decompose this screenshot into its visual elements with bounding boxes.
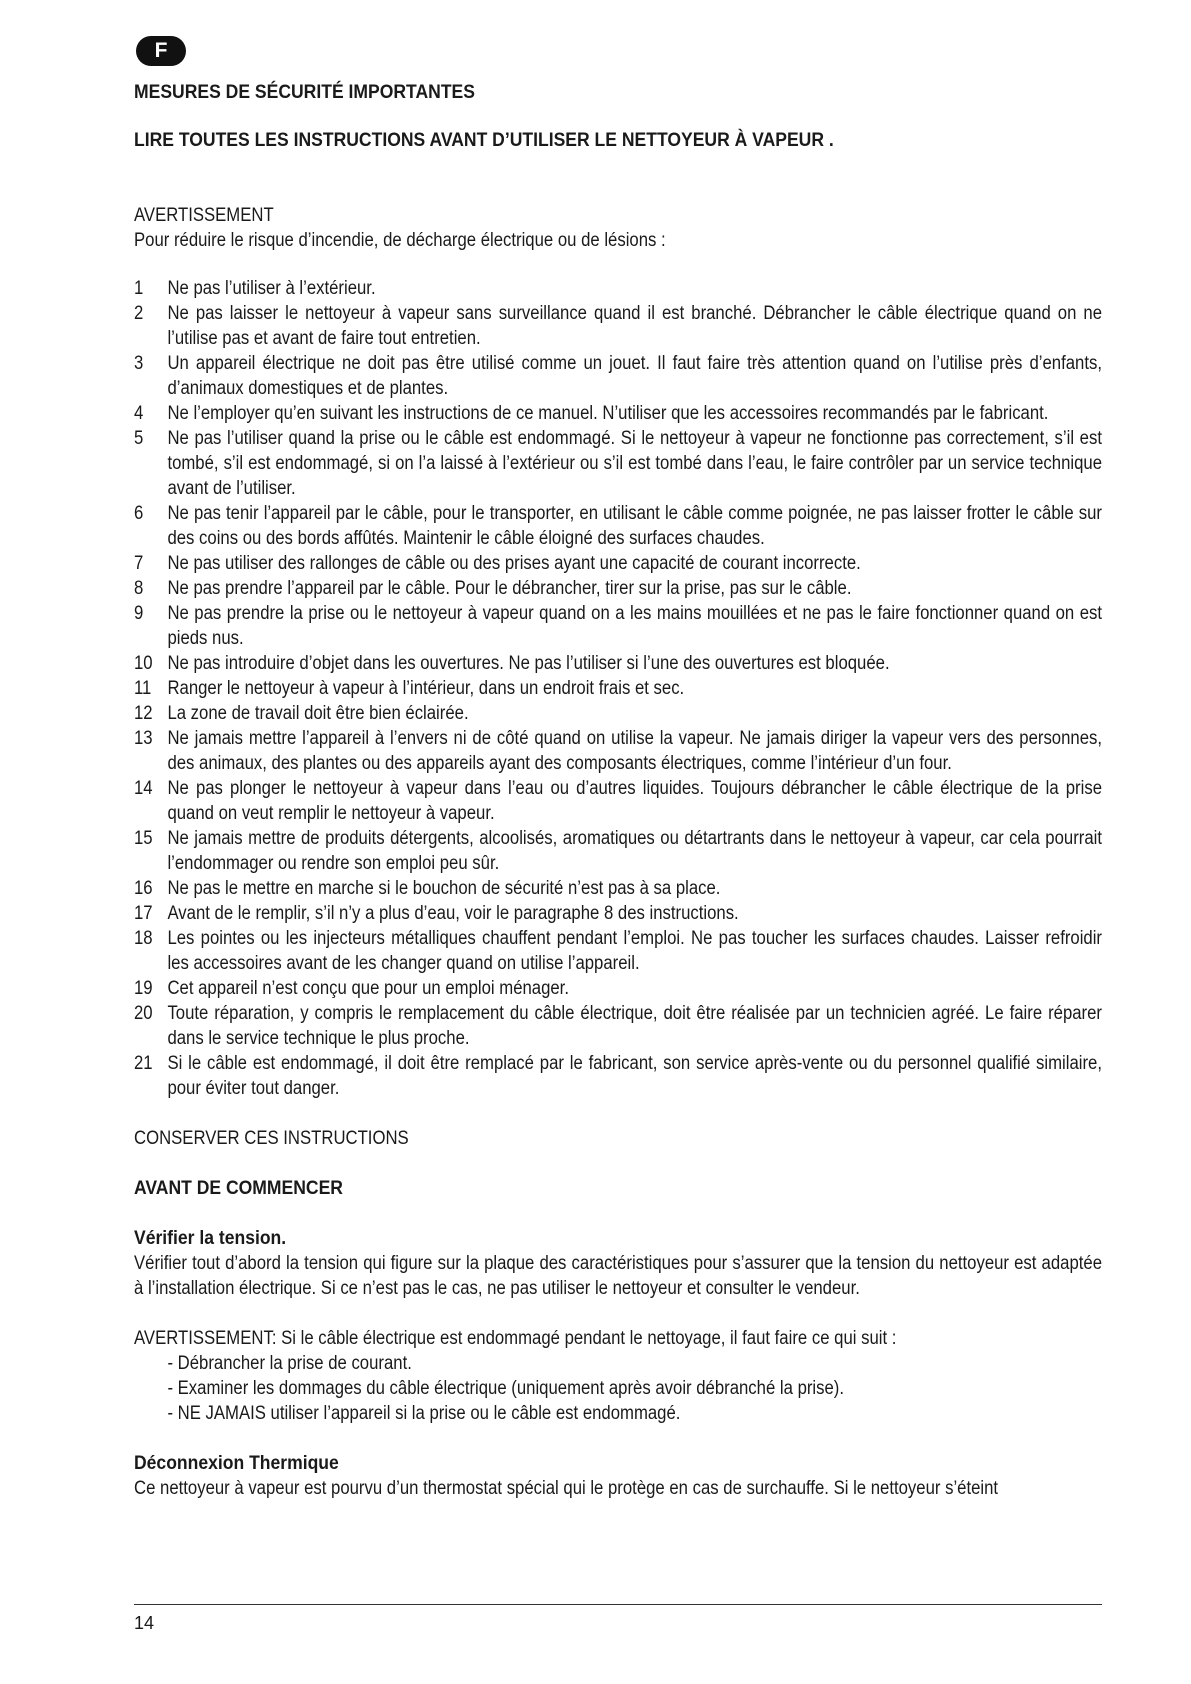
- item-text: Un appareil électrique ne doit pas être utilisé comme un jouet. Il faut faire très attention quand on l’utilise près d’enfants, d’animaux domestiques et de plantes.: [167, 353, 1102, 399]
- item-text: Avant de le remplir, s’il n’y a plus d’eau, voir le paragraphe 8 des instructions.: [167, 903, 739, 924]
- page-number: 14: [134, 1613, 155, 1633]
- item-number: 3: [134, 353, 144, 374]
- cable-step: - Débrancher la prise de courant.: [167, 1353, 412, 1374]
- list-item: [134, 676, 1102, 701]
- page-title: MESURES DE SÉCURITÉ IMPORTANTES: [134, 81, 475, 103]
- item-text: Ne l’employer qu’en suivant les instructions de ce manuel. N’utiliser que les accessoires recommandés par le fabricant.: [167, 403, 1049, 424]
- item-number: 4: [134, 403, 144, 424]
- list-item: [134, 576, 1102, 601]
- item-number: 10: [134, 653, 153, 674]
- item-text: La zone de travail doit être bien éclairée.: [167, 703, 469, 724]
- item-text: Ne pas l’utiliser à l’extérieur.: [167, 278, 376, 299]
- thermal-heading: Déconnexion Thermique: [134, 1452, 339, 1474]
- list-item: [134, 701, 1102, 726]
- list-item: [134, 976, 1102, 1001]
- safety-list: [134, 276, 1102, 1101]
- item-text: Ne pas le mettre en marche si le bouchon de sécurité n’est pas à sa place.: [167, 878, 721, 899]
- list-item: [134, 926, 1102, 976]
- list-item: [134, 276, 1102, 301]
- warning-intro: Pour réduire le risque d’incendie, de décharge électrique ou de lésions :: [134, 230, 666, 251]
- list-item: [134, 301, 1102, 351]
- voltage-heading: Vérifier la tension.: [134, 1227, 287, 1249]
- list-item: [134, 401, 1102, 426]
- list-item: [134, 876, 1102, 901]
- item-text: Ne jamais mettre l’appareil à l’envers ni de côté quand on utilise la vapeur. Ne jamais diriger la vapeur vers des personnes, des animaux, des plantes ou des appareils ayant des composants électriques, comme l’intérieur d’un four.: [167, 728, 1102, 774]
- cable-warning: AVERTISSEMENT: Si le câble électrique est endommagé pendant le nettoyage, il faut faire ce qui suit :: [134, 1328, 897, 1349]
- item-number: 18: [134, 928, 153, 949]
- cable-step: - Examiner les dommages du câble électrique (uniquement après avoir débranché la prise).: [167, 1378, 845, 1399]
- item-text: Ranger le nettoyeur à vapeur à l’intérieur, dans un endroit frais et sec.: [167, 678, 685, 699]
- item-text: Ne pas plonger le nettoyeur à vapeur dans l’eau ou d’autres liquides. Toujours débrancher le câble électrique de la prise quand on veut remplir le nettoyeur à vapeur.: [167, 778, 1102, 824]
- item-number: 14: [134, 778, 153, 799]
- item-text: Ne pas laisser le nettoyeur à vapeur sans surveillance quand il est branché. Débrancher le câble électrique quand on ne l’utilise pas et avant de faire tout entretien.: [167, 303, 1102, 349]
- item-number: 20: [134, 1003, 153, 1024]
- item-text: Ne pas l’utiliser quand la prise ou le câble est endommagé. Si le nettoyeur à vapeur ne fonctionne pas correctement, s’il est tombé, s’il est endommagé, si on l’a laissé à l’extérieur ou s’il est tombé dans l’eau, le faire contrôler par un service technique avant de l’utiliser.: [167, 428, 1102, 499]
- item-text: Ne pas prendre l’appareil par le câble. Pour le débrancher, tirer sur la prise, pas sur le câble.: [167, 578, 852, 599]
- item-number: 11: [134, 678, 152, 699]
- item-text: Ne pas introduire d’objet dans les ouvertures. Ne pas l’utiliser si l’une des ouvertures est bloquée.: [167, 653, 890, 674]
- cable-step: - NE JAMAIS utiliser l’appareil si la prise ou le câble est endommagé.: [167, 1403, 681, 1424]
- list-item: [134, 726, 1102, 776]
- document-body: [134, 80, 1102, 1501]
- list-item: [134, 426, 1102, 501]
- list-item: [134, 901, 1102, 926]
- cable-steps: [134, 1351, 1102, 1426]
- list-item: [134, 601, 1102, 651]
- item-number: 12: [134, 703, 153, 724]
- item-text: Les pointes ou les injecteurs métalliques chauffent pendant l’emploi. Ne pas toucher les surfaces chaudes. Laisser refroidir les accessoires avant de les changer quand on utilise l’appareil.: [167, 928, 1102, 974]
- voltage-text: Vérifier tout d’abord la tension qui figure sur la plaque des caractéristiques pour s’assurer que la tension du nettoyeur est adaptée à l’installation électrique. Si ce n’est pas le cas, ne pas utiliser le nettoyeur et consulter le vendeur.: [134, 1253, 1102, 1299]
- list-item: [134, 351, 1102, 401]
- item-text: Toute réparation, y compris le remplacement du câble électrique, doit être réalisée par un technicien agréé. Le faire réparer dans le service technique le plus proche.: [167, 1003, 1102, 1049]
- keep-instructions: CONSERVER CES INSTRUCTIONS: [134, 1128, 409, 1149]
- item-number: 1: [134, 278, 144, 299]
- list-item: [134, 1051, 1102, 1101]
- item-text: Ne pas utiliser des rallonges de câble ou des prises ayant une capacité de courant incorrecte.: [167, 553, 861, 574]
- item-number: 5: [134, 428, 144, 449]
- before-heading: AVANT DE COMMENCER: [134, 1177, 343, 1199]
- item-number: 16: [134, 878, 153, 899]
- item-number: 17: [134, 903, 153, 924]
- list-item: [134, 1001, 1102, 1051]
- item-number: 21: [134, 1053, 153, 1074]
- item-number: 8: [134, 578, 144, 599]
- item-number: 6: [134, 503, 144, 524]
- item-number: 9: [134, 603, 144, 624]
- item-text: Ne pas prendre la prise ou le nettoyeur à vapeur quand on a les mains mouillées et ne pas le faire fonctionner quand on est pieds nus.: [167, 603, 1102, 649]
- item-number: 19: [134, 978, 153, 999]
- item-text: Ne pas tenir l’appareil par le câble, pour le transporter, en utilisant le câble comme poignée, ne pas laisser frotter le câble sur des coins ou des bords affûtés. Maintenir le câble éloigné des surfaces chaudes.: [167, 503, 1102, 549]
- item-text: Cet appareil n’est conçu que pour un emploi ménager.: [167, 978, 569, 999]
- list-item: [134, 551, 1102, 576]
- thermal-text: Ce nettoyeur à vapeur est pourvu d’un thermostat spécial qui le protège en cas de surchauffe. Si le nettoyeur s’éteint: [134, 1478, 999, 1499]
- page-subtitle: LIRE TOUTES LES INSTRUCTIONS AVANT D’UTILISER LE NETTOYEUR À VAPEUR .: [134, 129, 834, 151]
- footer-divider: [134, 1604, 1102, 1605]
- item-number: 13: [134, 728, 153, 749]
- list-item: [134, 776, 1102, 826]
- item-number: 15: [134, 828, 153, 849]
- item-text: Ne jamais mettre de produits détergents, alcoolisés, aromatiques ou détartrants dans le nettoyeur à vapeur, car cela pourrait l’endommager ou rendre son emploi peu sûr.: [167, 828, 1102, 874]
- list-item: [134, 501, 1102, 551]
- item-number: 7: [134, 553, 144, 574]
- list-item: [134, 651, 1102, 676]
- item-text: Si le câble est endommagé, il doit être remplacé par le fabricant, son service après-vente ou du personnel qualifié similaire, pour éviter tout danger.: [167, 1053, 1102, 1099]
- language-badge: F: [136, 36, 186, 66]
- item-number: 2: [134, 303, 144, 324]
- warning-heading: AVERTISSEMENT: [134, 205, 274, 226]
- list-item: [134, 826, 1102, 876]
